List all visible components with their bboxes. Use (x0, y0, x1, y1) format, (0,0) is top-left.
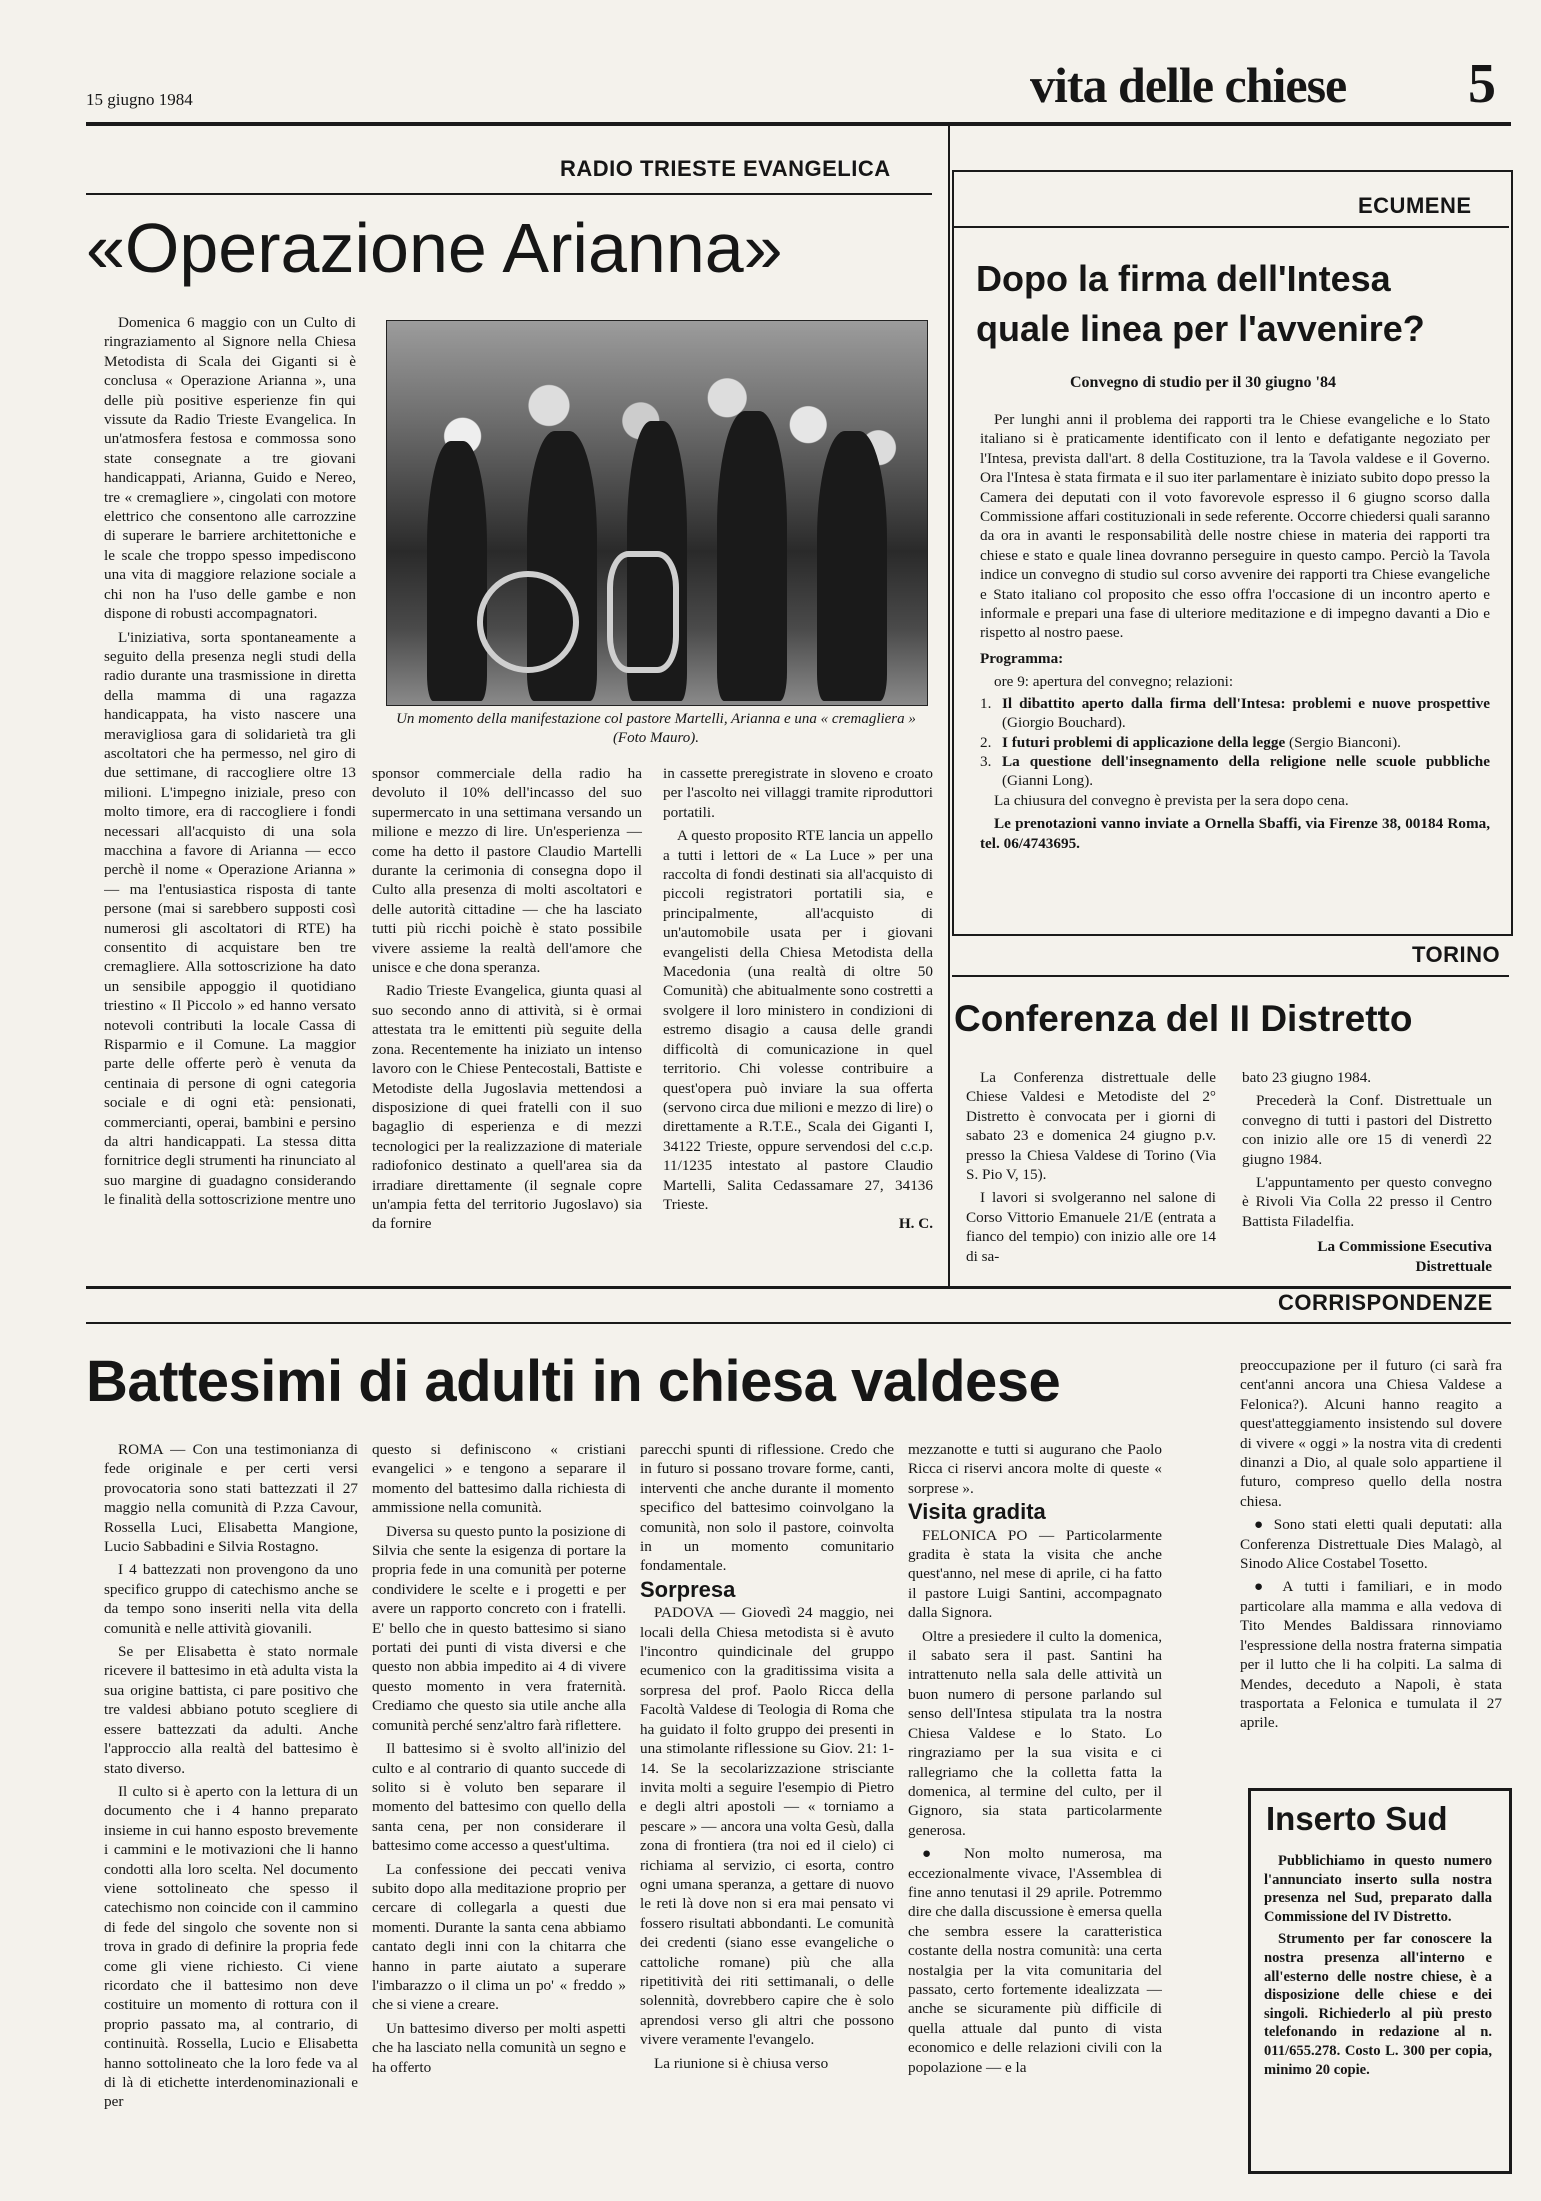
paragraph: ● Non molto numerosa, ma eccezionalmente vivace, l'Assemblea di fine anno tenutasi il 29 aprile. Potremmo dire che dalla discussione è emersa quella che sembra essere la caratteristica costante della nostra comunità: una certa nostalgia per la vita comunitaria del passato, certo fortemente idealizzata — anche se sicuramente più difficile di quella attuale dal punto di vista economico e delle relazioni civili con la popolazione — e la (908, 1845, 1162, 2076)
wheelchair-wheel (607, 551, 679, 673)
person-figure (817, 431, 887, 701)
paragraph: preoccupazione per il futuro (ci sarà fra cent'anni ancora una Chiesa Valdese a Felonica?). Alcuni hanno reagito a quest'atteggiamento insistendo sul dovere di vivere « oggi » la nostra vita di credenti dinanzi a Dio, al quale solo appartiene il futuro, compreso quello della nostra chiesa. (1240, 1357, 1502, 1510)
section-rule (86, 1286, 1511, 1289)
paragraph: La Conferenza distrettuale delle Chiese Valdesi e Metodiste del 2° Distretto è convocata per i giorni di sabato 23 e domenica 24 giugno p.v. presso la Chiesa Valdese di Torino (Via S. Pio V, 15). (966, 1069, 1216, 1184)
issue-date: 15 giugno 1984 (86, 90, 193, 109)
photo-caption: Un momento della manifestazione col pastore Martelli, Arianna e una « cremagliera » (Foto Mauro). (396, 711, 916, 746)
subhead-visita: Visita gradita (908, 1499, 1046, 1525)
torino-kicker: TORINO (1412, 942, 1501, 967)
arianna-col3 (663, 764, 933, 1234)
battesimi-col4 (908, 1440, 1162, 2180)
program-item-number: 2. (980, 733, 992, 751)
paragraph: ● Sono stati eletti quali deputati: alla Conferenza Distrettuale Dies Malagò, al Sinodo Alice Costabel Tosetto. (1240, 1516, 1502, 1573)
paragraph: Domenica 6 maggio con un Culto di ringraziamento al Signore nella Chiesa Metodista di Scala dei Giganti si è conclusa « Operazione Arianna », una delle più positive esperienze fin qui vissute da Radio Trieste Evangelica. In un'atmosfera festosa e commossa sono state consegnate a tre giovani handicappati, Arianna, Guido e Nereo, tre « cremagliere », cingolati con motore elettrico che consentono alle carrozzine di superare le barriere architettoniche e le scale che troppo spesso impediscono una vita di maggiore relazione sociale a chi non ha l'uso delle gambe e non dispone di robusti accompagnatori. (104, 314, 356, 623)
program-item-title: La questione dell'insegnamento della religione nelle scuole pubbliche (1002, 752, 1490, 770)
program-item-speaker: (Giorgio Bouchard). (1002, 714, 1126, 732)
program-list (980, 694, 1490, 791)
paragraph: questo si definiscono « cristiani evangelici » e tengono a separare il momento del battesimo dalla richiesta di ammissione nella comunità. (372, 1441, 626, 1517)
inserto-body (1264, 1852, 1492, 2079)
program-item-number: 3. (980, 752, 992, 770)
paragraph: Precederà la Conf. Distrettuale un convegno di tutti i pastori del Distretto con inizio alle ore 15 di venerdì 22 giugno 1984. (1242, 1092, 1492, 1168)
subhead-sorpresa: Sorpresa (640, 1576, 736, 1602)
program-closing: La chiusura del convegno è prevista per la sera dopo cena. (994, 791, 1349, 809)
paragraph: parecchi spunti di riflessione. Credo che in futuro si possano trovare forme, canti, interventi che anche durante il momento specifico del battesimo coinvolgano la comunità, non solo il pastore, coinvolta in un momento comunitario fondamentale. (640, 1441, 894, 1575)
paragraph: in cassette preregistrate in sloveno e croato per l'ascolto nei villaggi tramite riproduttori portatili. (663, 765, 933, 821)
program-item-speaker: (Gianni Long). (1002, 772, 1094, 790)
event-photo (386, 320, 928, 706)
torino-col2 (1242, 1068, 1492, 1276)
paragraph: bato 23 giugno 1984. (1242, 1069, 1372, 1086)
arianna-col1 (104, 313, 356, 1313)
paragraph: I 4 battezzati non provengono da uno specifico gruppo di catechismo anche se da tempo sono inseriti nella vita della comunità e nelle attività giovanili. (104, 1561, 358, 1637)
program-item-number: 1. (980, 694, 992, 712)
section-title: vita delle chiese (1030, 57, 1347, 113)
program-item-title: I futuri problemi di applicazione della legge (1002, 733, 1286, 751)
ecumene-title-2: quale linea per l'avvenire? (976, 308, 1425, 349)
masthead-rule (86, 122, 1511, 126)
ecumene-subtitle: Convegno di studio per il 30 giugno '84 (1070, 374, 1336, 391)
battesimi-kicker-rule (86, 1322, 1511, 1324)
torino-title: Conferenza del II Distretto (954, 998, 1413, 1039)
program-booking: Le prenotazioni vanno inviate a Ornella Sbaffi, via Firenze 38, 00184 Roma, tel. 06/4743695. (980, 815, 1490, 852)
paragraph: Un battesimo diverso per molti aspetti che ha lasciato nella comunità un segno e ha offerto (372, 2019, 626, 2076)
page-number: 5 (1468, 53, 1496, 115)
paragraph: mezzanotte e tutti si augurano che Paolo Ricca ci riservi ancora molte di queste « sorprese ». (908, 1441, 1162, 1497)
ecumene-kicker-rule (954, 226, 1509, 228)
battesimi-col1 (104, 1440, 358, 2180)
battesimi-kicker: CORRISPONDENZE (1278, 1290, 1493, 1315)
paragraph: Il battesimo si è svolto all'inizio del culto e al contrario di quanto succede di solito si è voluto ben separare il momento del battesimo con quello della santa cena, per non considerare il battesimo come accesso a quest'ultima. (372, 1740, 626, 1855)
paragraph: Per lunghi anni il problema dei rapporti tra le Chiese evangeliche e lo Stato italiano si è praticamente identificato con il lento e defatigante negoziato per l'Intesa, prevista dall'art. 8 della Costituzione, tra la Tavola valdese e il Governo. Ora l'Intesa è stata firmata e il suo iter parlamentare è iniziato subito dopo presso la Camera dei deputati con il voto favorevole espresso il 6 giugno scorso dalla Commissione affari costituzionali in sede referente. Occorre chiedersi quali saranno da ora in avanti le responsabilità delle nostre chiese in materia dei rapporti tra chiese e stato e quale linea dovranno perseguire in questo campo. Perciò la Tavola indice un convegno di studio sul corso avvenire dei rapporti tra Chiese evangeliche e Stato italiano col proposito che esso offra l'occasione di un incontro aperto e informale e prepari una fase di ulteriore meditazione e di impegno davanti a Dio e rispetto al nostro paese. (980, 411, 1490, 642)
paragraph: La riunione si è chiusa verso (654, 2054, 829, 2072)
paragraph: L'appuntamento per questo convegno è Rivoli Via Colla 22 presso il Centro Battista Filadelfia. (1242, 1174, 1492, 1230)
wheelchair-wheel (477, 571, 579, 673)
torino-col1 (966, 1068, 1216, 1266)
inserto-title: Inserto Sud (1266, 1800, 1448, 1837)
paragraph: La confessione dei peccati veniva subito dopo alla meditazione proprio per cercare di collegarla a questi due momenti. Durante la santa cena abbiamo cantato degli inni con la chitarra che hanno in parte aiutato a superare l'imbarazzo o il clima un po' « freddo » che si viene a creare. (372, 1860, 626, 2014)
program-intro: ore 9: apertura del convegno; relazioni: (994, 673, 1234, 691)
arianna-kicker: RADIO TRIESTE EVANGELICA (560, 156, 891, 181)
ecumene-body (980, 410, 1490, 853)
program-item-title: Il dibattito aperto dalla firma dell'Intesa: problemi e nuove prospettive (1002, 694, 1490, 712)
battesimi-col5 (1240, 1356, 1502, 1733)
program-item (980, 694, 1490, 733)
paragraph: Strumento per far conoscere la nostra presenza all'interno e all'esterno delle nostre chiese, è a disposizione delle chiese e dei singoli. Richiederlo al più presto telefonando in redazione al n. 011/655.278. Costo L. 300 per copia, minimo 20 copie. (1264, 1931, 1492, 2078)
program-item (980, 733, 1490, 752)
paragraph: A questo proposito RTE lancia un appello a tutti i lettori de « La Luce » per una raccolta di fondi destinati sia all'acquisto di piccoli registratori portatili sia, e principalmente, all'acquisto di un'automobile usata per i giovani evangelisti della Chiesa Metodista della Macedonia (una realtà di oltre 50 Comunità) che abitualmente sono costretti a svolgere il loro ministero in condizioni di estremo disagio a causa delle grandi difficoltà di comunicazione in quel territorio. Chi volesse contribuire a quest'opera può inviare la sua offerta (servono circa due milioni e mezzo di lire) o direttamente a R.T.E., Scala dei Giganti I, 34122 Trieste, oppure servendosi del c.c.p. 11/1235 intestato al pastore Claudio Martelli, Salita Cedassamare 27, 34136 Trieste. (663, 827, 933, 1213)
person-figure (427, 441, 487, 701)
battesimi-col2 (372, 1440, 626, 2180)
paragraph: FELONICA PO — Particolarmente gradita è stata la visita che anche quest'anno, nel mese di aprile, ci ha fatto il pastore Luigi Santini, accompagnato dalla Signora. (908, 1526, 1162, 1622)
paragraph: Pubblichiamo in questo numero l'annunciato inserto sulla nostra presenza nel Sud, preparato dalla Commissione del IV Distretto. (1264, 1853, 1492, 1925)
person-figure (717, 411, 787, 701)
program-label: Programma: (980, 649, 1064, 667)
battesimi-col3 (640, 1440, 894, 2180)
paragraph: PADOVA — Giovedì 24 maggio, nei locali della Chiesa metodista si è avuto l'incontro quindicinale del gruppo ecumenico con la graditissima visita a sorpresa del prof. Paolo Ricca della Facoltà Valdese di Teologia di Roma che ha guidato il folto gruppo dei presenti in una stimolante riflessione su Giov. 21: 1-14. Se la secolarizzazione strisciante invita molti a seguire l'esempio di Pietro e degli altri apostoli — « torniamo a pescare » — ancora una volta Gesù, dalla zona di frontiera (tra noi ed il cielo) ci richiama al servizio, ci esorta, contro ogni umana speranza, a gettare di nuovo le reti là dove non si era mai pensato vi fossero risultati abbondanti. Le comunità dei credenti (siano esse evangeliche o cattoliche romane) più che alla ripetitività dei riti settimanali, o delle solennità, dovrebbero capire che è solo aprendosi verso gli altri che possono vivere veramente l'evangelo. (640, 1604, 894, 2049)
paragraph: Il culto si è aperto con la lettura di un documento che i 4 hanno preparato insieme in cui hanno esposto brevemente i cammini e le motivazioni che li hanno condotti alla loro scelta. Nel documento viene sottolineato che spesso il catechismo non coincide con il cammino di fede del singolo che sovente non si trova in grado di definire la propria fede come gli viene richiesto. Ci viene ricordato che il battesimo non deve costituire un momento di rottura con il proprio passato ma, al contrario, di continuità. Rossella, Lucio e Elisabetta hanno sottolineato che la loro fede va al di là di etichette interdenominazionali e per (104, 1782, 358, 2111)
program-item (980, 752, 1490, 791)
arianna-col2 (372, 764, 642, 1234)
ecumene-title-1: Dopo la firma dell'Intesa (976, 258, 1391, 299)
paragraph: ● A tutti i familiari, e in modo particolare alla mamma e alla vedova di Tito Mendes Baldissara rinnoviamo l'espressione della nostra fraterna simpatia per il lutto che li ha colpiti. La salma di Mendes, deceduto a Napoli, è stata trasportata a Felonica e tumulata il 27 aprile. (1240, 1578, 1502, 1732)
paragraph: Diversa su questo punto la posizione di Silvia che sente la esigenza di portare la propria fede in una comunità per poterne condividere le scelte e i progetti e per avere un rapporto concreto con i fratelli. E' bello che in questo battesimo si siano portati dei punti di vista diversi e che questo non abbia impedito ai 4 di vivere questo momento in vera fraternità. Crediamo che questo sia utile anche alla comunità perché senz'altro farà riflettere. (372, 1522, 626, 1734)
paragraph: Se per Elisabetta è stato normale ricevere il battesimo in età adulta vista la sua origine battista, ci pare positivo che tre valdesi abbiano potuto scegliere di essere battezzati da adulti. Anche l'approccio alla realtà del battesimo è stato diverso. (104, 1643, 358, 1777)
arianna-signature: H. C. (898, 1215, 933, 1233)
paragraph: L'iniziativa, sorta spontaneamente a seguito della presenza negli studi della radio durante una trasmissione in diretta della mamma di una ragazza handicappata, ha visto nascere una meravigliosa gara di solidarietà tra gli ascoltatori che ha permesso, nel giro di due settimane, di raccogliere oltre 13 milioni. L'impegno iniziale, preso con molto timore, era di raccogliere i fondi necessari all'acquisto di una sola macchina a favore di Arianna — ecco perchè il nome « Operazione Arianna » — ma l'entusiastica risposta di tante persone (mai si sarebbero supposti così numerosi gli ascoltatori di RTE) ha consentito di acquistare ben tre cremagliere. Alla sottoscrizione ha dato un sensibile appoggio il quotidiano triestino « Il Piccolo » ed hanno versato notevoli contributi la locale Cassa di Risparmio e il Comune. La maggior parte delle offerte però è venuta da centinaia di persone di ogni categoria sociale e di ogni età: pensionati, commercianti, operai, bambini e persino da altri handicappati. La stessa ditta fornitrice degli strumenti ha rinunciato al suo margine di guadagno considerando le finalità della sottoscrizione mentre uno (104, 628, 356, 1209)
torino-kicker-rule (952, 975, 1509, 977)
torino-signature: La Commissione Esecutiva Distrettuale (1317, 1238, 1492, 1275)
vertical-rule (948, 126, 950, 1286)
arianna-kicker-rule (86, 193, 932, 195)
paragraph: sponsor commerciale della radio ha devoluto il 10% dell'incasso del suo supermercato in una settimana versando un milione e mezzo di lire. Un'esperienza — come ha detto il pastore Claudio Martelli durante la cerimonia di consegna dopo il Culto alla presenza di molti ascoltatori e delle autorità cittadine — che ha lasciato tutti più ricchi poichè è stato possibile vivere assieme la realtà dell'amore che unisce e che dona speranza. (372, 765, 642, 977)
paragraph: Oltre a presiedere il culto la domenica, il sabato sera il past. Santini ha intrattenuto nella sala delle attività un buon numero di persone parlando sul senso dell'Intesa stipulata tra la nostra Chiesa Valdese e lo Stato. Lo ringraziamo per la sua visita e ci rallegriamo che la colletta fatta la domenica, al termine del culto, per il Gignoro, sia stata particolarmente generosa. (908, 1627, 1162, 1839)
arianna-title: «Operazione Arianna» (86, 209, 783, 287)
battesimi-title: Battesimi di adulti in chiesa valdese (86, 1349, 1061, 1414)
ecumene-kicker: ECUMENE (1358, 193, 1472, 218)
program-item-speaker: (Sergio Bianconi). (1285, 733, 1401, 751)
paragraph: ROMA — Con una testimonianza di fede originale e per certi versi provocatoria sono stati battezzati il 27 maggio nella comunità di P.zza Cavour, Rossella Luci, Elisabetta Mangione, Lucio Sabbadini e Silvia Rostagno. (104, 1441, 358, 1556)
paragraph: I lavori si svolgeranno nel salone di Corso Vittorio Emanuele 21/E (entrata a fianco del tempio) con inizio alle ore 14 di sa- (966, 1189, 1216, 1265)
paragraph: Radio Trieste Evangelica, giunta quasi al suo secondo anno di attività, si è ormai attestata tra le emittenti più seguite della zona. Recentemente ha iniziato un intenso lavoro con le Chiese Pentecostali, Battiste e Metodiste della Jugoslavia mettendosi a disposizione di quei fratelli con il suo bagaglio di esperienza e di mezzi tecnologici per la realizzazione di materiale radiofonico destinato a quell'area sia da irradiare direttamente (il segnale copre un'ampia fetta del territorio Jugoslavo) sia da fornire (372, 982, 642, 1233)
